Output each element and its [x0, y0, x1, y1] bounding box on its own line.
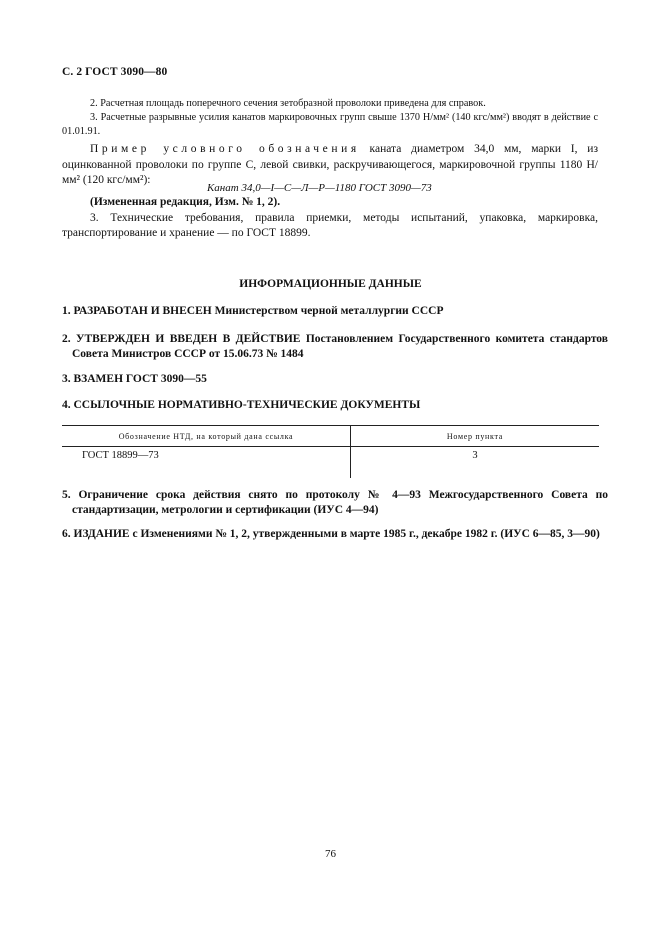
note-3-text: 3. Расчетные разрывные усилия канатов маркировочных групп свыше 1370 Н/мм² (140 кгс/мм²) вводят в действие с 01.01.91. — [62, 112, 598, 137]
page-number: 76 — [325, 848, 336, 860]
example-lead: Пример условного обозначения — [90, 143, 360, 155]
requirements-text: 3. Технические требования, правила приемки, методы испытаний, упаковка, маркировка, транспортирование и хранение — по ГОСТ 18899. — [62, 212, 598, 239]
cell-point: 3 — [472, 450, 478, 461]
example-text: каната диаметром 34,0 мм, марки I, из оцинкованной проволоки по группе С, левой свивки, раскручивающегося, маркировочной группы 1180 Н/мм² (120 кгс/мм²): — [62, 143, 598, 186]
info-section-2: 2. УТВЕРЖДЕН И ВВЕДЕН В ДЕЙСТВИЕ Постановлением Государственного комитета стандартов Совета Министров СССР от 15.06.73 № 1484 — [62, 333, 608, 360]
info-section-4: 4. ССЫЛОЧНЫЕ НОРМАТИВНО-ТЕХНИЧЕСКИЕ ДОКУМЕНТЫ — [62, 399, 421, 411]
designation-formula: Канат 34,0—I—С—Л—Р—1180 ГОСТ 3090—73 — [207, 182, 432, 194]
info-section-1: 1. РАЗРАБОТАН И ВНЕСЕН Министерством черной металлургии СССР — [62, 305, 444, 317]
reference-documents-table — [62, 425, 599, 478]
info-section-6: 6. ИЗДАНИЕ с Изменениями № 1, 2, утвержденными в марте 1985 г., декабре 1982 г. (ИУС 6—85, 3—90) — [62, 528, 600, 540]
amendment-note: (Измененная редакция, Изм. № 1, 2). — [90, 196, 281, 208]
page-header: С. 2 ГОСТ 3090—80 — [62, 66, 168, 78]
note-2-text: 2. Расчетная площадь поперечного сечения зетобразной проволоки приведена для справок. — [90, 98, 486, 109]
info-section-3: 3. ВЗАМЕН ГОСТ 3090—55 — [62, 373, 207, 385]
note-3 — [62, 111, 598, 139]
info-section-5: 5. Ограничение срока действия снято по протоколу № 4—93 Межгосударственного Совета по стандартизации, метрологии и сертификации (ИУС 4—94) — [62, 489, 608, 516]
cell-document: ГОСТ 18899—73 — [62, 447, 351, 479]
info-title: ИНФОРМАЦИОННЫЕ ДАННЫЕ — [239, 278, 422, 290]
column-header-point: Номер пункта — [351, 426, 600, 447]
table-row — [62, 447, 599, 479]
column-header-document: Обозначение НТД, на который дана ссылка — [62, 426, 351, 447]
note-2 — [62, 97, 598, 111]
table-header-row — [62, 426, 599, 447]
requirements-paragraph — [62, 211, 598, 240]
